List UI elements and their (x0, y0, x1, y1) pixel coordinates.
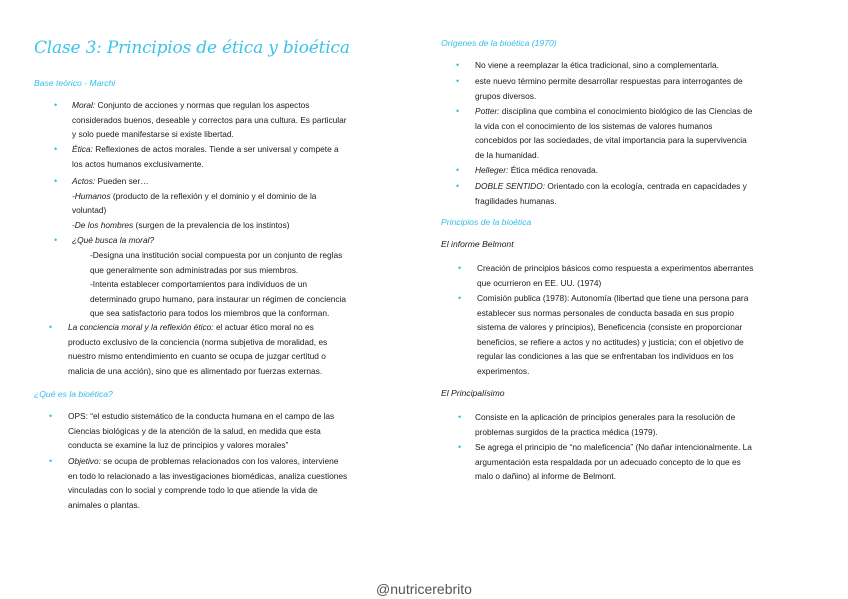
text-line: considerados buenos, deseable y correctos para una cultura. Es particular (72, 114, 347, 125)
text-line: la vida con el conocimiento de los sistemas de valores humanos (475, 120, 713, 131)
text-line: beneficios, se refiere a actos y no actitudes) y justicia; con el objetivo de (477, 336, 744, 347)
bullet-icon: • (54, 235, 58, 245)
text-line: Orientado con la ecología, centrada en capacidades y (547, 181, 747, 191)
term-busca: ¿Qué busca la moral? (72, 235, 155, 245)
text-line: el actuar ético moral no es (215, 322, 314, 332)
text-line: Reflexiones de actos morales. Tiende a ser universal y compete a (95, 144, 339, 154)
text-line: No viene a reemplazar la ética tradicional, sino a complementarla. (475, 60, 719, 70)
term-etica: Ética: (72, 144, 93, 154)
list-item-origen-1 (475, 58, 820, 73)
bullet-icon: • (54, 144, 58, 154)
term-helleger: Helleger: (475, 165, 509, 175)
text-line: sistema de valores y principios), Beneficencia (consiste en proporcionar (477, 322, 743, 333)
bullet-icon: • (49, 411, 53, 421)
text-line: voluntad) (72, 205, 107, 216)
text-line: animales o plantas. (68, 499, 140, 510)
list-item-moral (72, 98, 412, 142)
text-line: que ocurrieron en EE. UU. (1974) (477, 277, 602, 288)
text-line: experimentos. (477, 365, 530, 376)
list-item-helleger (475, 163, 820, 178)
section-heading-base-teorica: Base teórico - Marchi (34, 78, 116, 88)
text-line: Ciencias biológicas y de la atención de la salud, en medida que esta (68, 425, 321, 436)
bullet-icon: • (54, 100, 58, 110)
term-moral: Moral: (72, 100, 96, 110)
subheading-principalisimo: El Principalísimo (441, 388, 505, 398)
page-title: Clase 3: Principios de ética y bioética (34, 38, 350, 58)
text-line: y solo puede manifestarse si existe libertad. (72, 129, 234, 140)
text-line: establecer sus normas personales de conducta basada en sus propio (477, 307, 734, 318)
section-heading-origenes: Orígenes de la bioética (1970) (441, 38, 557, 48)
text-line: vinculadas con lo social y comprende todo lo que atiende la vida de (68, 485, 318, 496)
list-item-busca (72, 233, 412, 248)
text-line: malo o dañino) al informe de Belmont. (475, 471, 616, 482)
text-line: malicia de una acción), sino que es alimentado por fuerzas externas. (68, 365, 323, 376)
text-line: se ocupa de problemas relacionados con los valores, interviene (103, 456, 339, 466)
text-line: determinado grupo humano, para instaurar un régimen de conciencia (90, 293, 347, 304)
term-doble-sentido: DOBLE SENTIDO: (475, 181, 546, 191)
text-line: en todo lo relacionado a las investigaciones biomédicas, analiza cuestiones (68, 470, 348, 481)
term-hombres: -De los hombres (72, 219, 134, 230)
term-actos: Actos: (72, 176, 96, 186)
list-item-conciencia (68, 320, 412, 378)
list-item-etica (72, 142, 412, 171)
list-item-origen-2 (475, 74, 820, 103)
busca-detail (90, 248, 412, 321)
text-line: fragilidades humanas. (475, 195, 557, 206)
text-line: Pueden ser… (97, 176, 149, 186)
text-line: -Intenta establecer comportamientos para individuos de un (90, 279, 308, 290)
list-item-belmont-1 (477, 261, 820, 290)
term-humanos: -Humanos (72, 190, 111, 201)
list-item-actos (72, 174, 412, 232)
text-line: que generalmente son administradas por sus miembros. (90, 264, 299, 275)
list-item-belmont-2 (477, 291, 820, 379)
bullet-icon: • (458, 263, 462, 273)
list-item-principal-1 (475, 410, 820, 439)
list-item-ops (68, 409, 412, 453)
list-item-principal-2 (475, 440, 820, 484)
section-heading-principios: Principios de la bioética (441, 217, 532, 227)
text-line: regular las condiciones a las que se enfrentaban los individuos en los (477, 351, 734, 362)
bullet-icon: • (49, 456, 53, 466)
text-line: Se agrega el principio de “no maleficencia” (No dañar intencionalmente. La (475, 442, 752, 452)
text-line: Consiste en la aplicación de principios generales para la resolución de (475, 412, 736, 422)
bullet-icon: • (456, 76, 460, 86)
section-heading-que-es-bioetica: ¿Qué es la bioética? (34, 389, 113, 399)
term-objetivo: Objetivo: (68, 456, 101, 466)
text-line: Comisión publica (1978): Autonomía (libertad que tiene una persona para (477, 293, 749, 303)
text-line: -Designa una institución social compuesta por un conjunto de reglas (90, 250, 343, 260)
text-line: conducta se examine la luz de principios y valores morales” (68, 440, 289, 451)
bullet-icon: • (456, 181, 460, 191)
author-handle: @nutricerebrito (376, 581, 472, 597)
bullet-icon: • (456, 165, 460, 175)
text-line: problemas surgidos de la practica médica (1979). (475, 426, 658, 437)
text-line: de la humanidad. (475, 149, 540, 160)
bullet-icon: • (456, 106, 460, 116)
subheading-informe-belmont: El informe Belmont (441, 239, 514, 249)
text-line: Ética médica renovada. (510, 165, 598, 175)
text-line: nuestro mismo entendimiento en cuanto se ocupa de juzgar certitud o (68, 351, 326, 362)
list-item-objetivo (68, 454, 412, 512)
list-item-doble-sentido (475, 179, 820, 208)
term-conciencia: La conciencia moral y la reflexión ético: (68, 322, 214, 332)
text-line: que sea satisfactorio para todos los miembros que la conforman. (90, 308, 330, 319)
bullet-icon: • (54, 176, 58, 186)
text-line: (surgen de la prevalencia de los instintos) (135, 219, 290, 230)
list-item-potter (475, 104, 820, 162)
bullet-icon: • (458, 442, 462, 452)
bullet-icon: • (458, 293, 462, 303)
text-line: los actos humanos exclusivamente. (72, 158, 204, 169)
text-line: Conjunto de acciones y normas que regulan los aspectos (97, 100, 310, 110)
text-line: concebidos por las sociedades, de vital importancia para la supervivencia (475, 135, 747, 146)
bullet-icon: • (456, 60, 460, 70)
text-line: argumentación esta respaldada por un adecuado concepto de lo que es (475, 456, 741, 467)
bullet-icon: • (458, 412, 462, 422)
text-line: OPS: “el estudio sistemático de la conducta humana en el campo de las (68, 411, 335, 421)
bullet-icon: • (49, 322, 53, 332)
text-line: disciplina que combina el conocimiento biológico de las Ciencias de (501, 106, 753, 116)
term-potter: Potter: (475, 106, 500, 116)
text-line: grupos diversos. (475, 90, 537, 101)
text-line: este nuevo término permite desarrollar respuestas para interrogantes de (475, 76, 743, 86)
text-line: Creación de principios básicos como respuesta a experimentos aberrantes (477, 263, 754, 273)
text-line: (producto de la reflexión y el dominio y el dominio de la (112, 190, 317, 201)
text-line: producto exclusivo de la conciencia (norma subjetiva de moralidad, es (68, 336, 328, 347)
